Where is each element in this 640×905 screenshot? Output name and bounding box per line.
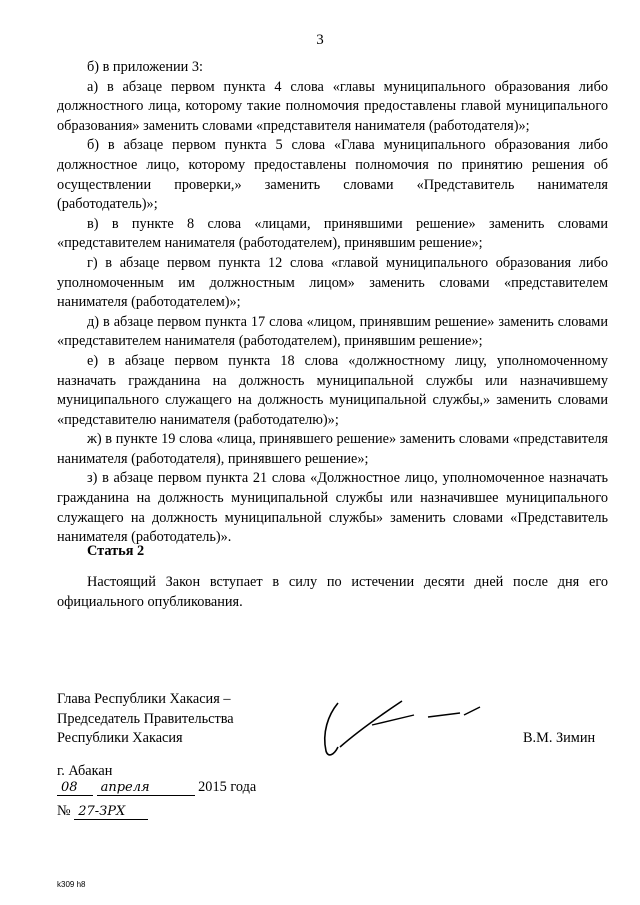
signer-title-line: Глава Республики Хакасия –	[57, 691, 231, 707]
article-text-block	[57, 573, 608, 612]
signer-title	[57, 690, 234, 749]
law-number-line	[57, 803, 148, 820]
signer-name: В.М. Зимин	[523, 730, 596, 746]
law-number: 27-ЗРХ	[74, 804, 148, 820]
amendments-text	[57, 58, 608, 548]
paragraph-b: б) в абзаце первом пункта 5 слова «Глава муниципального образования либо должностное лицо, которому предоставлены полномочия по принятию решения об осуществлении проверки,» заменить словами «Представитель нанимателя (работодатель)»;	[57, 137, 608, 213]
paragraph-b-appendix: б) в приложении 3:	[87, 59, 203, 75]
date-year: 2015 года	[198, 779, 257, 795]
paragraph-a: а) в абзаце первом пункта 4 слова «главы муниципального образования либо должностного лица, которому такие полномочия предоставлены главой муниципального образования» заменить словами «представителя нанимателя (работодателя)»;	[57, 78, 608, 134]
number-sign: №	[57, 803, 71, 819]
paragraph-g: г) в абзаце первом пункта 12 слова «главой муниципального образования либо уполномоченным им должностным лицом» заменить словами «представителем нанимателя (работодателем)»;	[57, 254, 608, 311]
article-text: Настоящий Закон вступает в силу по истечении десяти дней после дня его официального опубликования.	[57, 574, 608, 610]
paragraph-d: д) в абзаце первом пункта 17 слова «лицом, принявшим решение» заменить словами «представителем нанимателя (работодателем), принявшим решение»;	[57, 313, 608, 350]
handwritten-signature	[318, 695, 488, 765]
paragraph-z: з) в абзаце первом пункта 21 слова «Должностное лицо, уполномоченное назначать гражданина на должность муниципальной службы или назначившее муниципального служащего на должность муниципальной службы» заменить словами «Представитель нанимателя (работодатель)».	[57, 470, 608, 546]
page-number: 3	[316, 32, 324, 48]
signer-title-line: Республики Хакасия	[57, 730, 183, 747]
paragraph-v: в) в пункте 8 слова «лицами, принявшими решение» заменить словами «представителем нанимателя (работодателем), принявшим решение»;	[57, 215, 608, 252]
paragraph-e: е) в абзаце первом пункта 18 слова «должностному лицу, уполномоченному назначать гражданина на должность муниципальной службы или назначившему муниципального служащего на должность муниципальной службы,» заменить словами «представителю нанимателя (работодателю)»;	[57, 352, 608, 428]
date-month: апреля	[97, 780, 195, 796]
footer-code: k309 h8	[57, 880, 86, 889]
signer-title-line: Председатель Правительства	[57, 710, 234, 727]
place: г. Абакан	[57, 763, 113, 779]
date-line	[57, 779, 256, 796]
article-heading: Статья 2	[87, 543, 145, 559]
date-day: 08	[57, 780, 93, 796]
paragraph-zh: ж) в пункте 19 слова «лица, принявшего решение» заменить словами «представителя нанимателя (работодателя), принявшего решение»;	[57, 431, 608, 467]
